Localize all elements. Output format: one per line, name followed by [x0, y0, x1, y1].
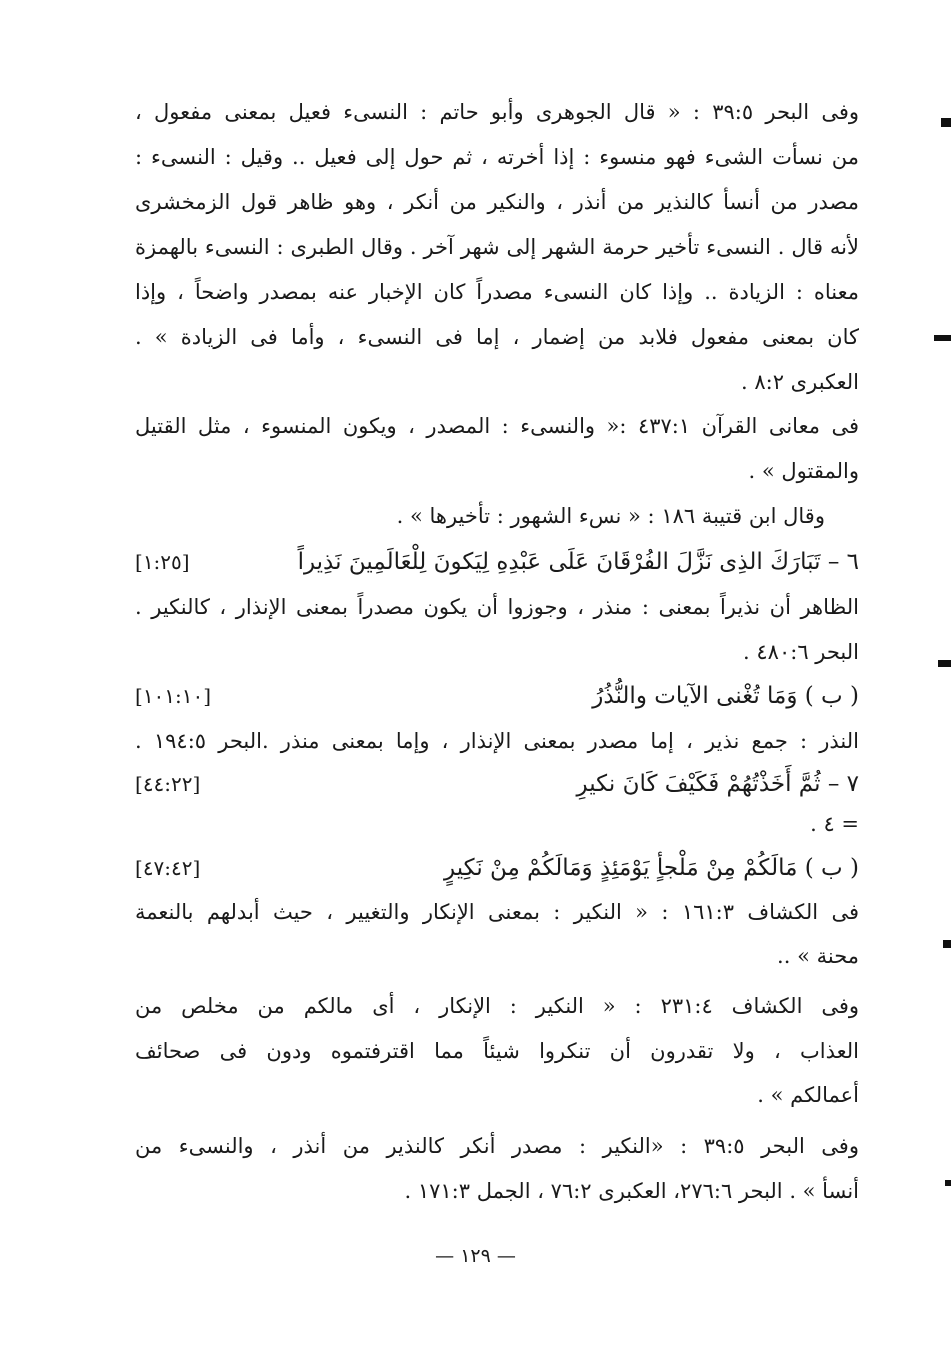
verse-row	[135, 852, 859, 884]
scan-mark	[943, 940, 951, 948]
reference-line: البحر ٤٨٠:٦ .	[743, 640, 859, 664]
paragraph-line: كان بمعنى مفعول فلابد من إضمار ، إما فى النسىء ، وأما فى الزيادة » .	[135, 325, 859, 349]
verse-reference: [٤٧:٤٢]	[135, 856, 201, 880]
reference-line: = ٤ .	[810, 812, 859, 836]
paragraph-line: معناه : الزيادة .. وإذا كان النسىء مصدراً كان الإخبار عنه بمصدر واضحاً ، وإذا	[135, 280, 859, 304]
reference-line: العكبرى ٨:٢ .	[741, 370, 859, 394]
scan-mark	[934, 335, 951, 341]
verse-text: ٦ – تَبَارَكَ الذِى نَزَّلَ الفُرْقَانَ عَلَى عَبْدِهِ لِيَكونَ لِلْعَالَمِينَ نَذِيراً	[297, 549, 859, 575]
verse-text: ( ب ) وَمَا تُغْنى الآيات والنُّذُرُ	[592, 683, 859, 709]
paragraph-line: محنة » ..	[777, 944, 859, 968]
verse-row	[135, 680, 859, 712]
verse-row	[135, 546, 859, 578]
paragraph-line: الظاهر أن نذيراً بمعنى : منذر ، وجوزوا أن يكون مصدراً بمعنى الإنذار ، كالنكير .	[135, 595, 859, 619]
paragraph-line: النذر : جمع نذير ، إما مصدر بمعنى الإنذار ، وإما بمعنى منذر .البحر ١٩٤:٥ .	[135, 729, 859, 753]
verse-reference: [١:٢٥]	[135, 550, 190, 574]
paragraph-line: وقال ابن قتيبة ١٨٦ : « نسء الشهور : تأخيرها » .	[396, 504, 825, 528]
verse-reference: [١٠١:١٠]	[135, 684, 212, 708]
paragraph-line: فى معانى القرآن ٤٣٧:١ :« والنسىء : المصدر ، ويكون المنسوء ، مثل القتيل	[135, 414, 859, 438]
verse-reference: [٤٤:٢٢]	[135, 772, 201, 796]
verse-text: ٧ – ثُمَّ أَخَذْتُهُمْ فَكَيْفَ كَانَ نكيرِ	[576, 771, 859, 797]
paragraph-line: مصدر من أنسأ كالنذير من أنذر ، والنكير من أنكر ، وهو ظاهر قول الزمخشرى	[135, 190, 859, 214]
paragraph-line: وفى البحر ٣٩:٥ : «النكير : مصدر أنكر كالنذير من أنذر ، والنسىء من	[135, 1134, 859, 1158]
paragraph-line: وفى الكشاف ٢٣١:٤ : « النكير : الإنكار ، أى مالكم من مخلص من	[135, 994, 859, 1018]
scan-mark	[938, 660, 951, 667]
scan-mark	[945, 1180, 951, 1186]
paragraph-line: العذاب ، ولا تقدرون أن تنكروا شيئاً مما اقترفتموه ودون فى صحائف	[135, 1039, 859, 1063]
paragraph-line: وفى البحر ٣٩:٥ : « قال الجوهرى وأبو حاتم : النسىء فعيل بمعنى مفعول ،	[135, 100, 859, 124]
paragraph-line: لأنه قال . النسىء تأخير حرمة الشهر إلى شهر آخر . وقال الطبرى : النسىء بالهمزة	[135, 235, 859, 259]
verse-text: ( ب ) مَالَكُمْ مِنْ مَلْجأٍ يَوْمَئِذٍ وَمَالَكُمْ مِنْ نَكِيرٍ	[444, 855, 859, 881]
paragraph-line: أنسأ » . البحر ٢٧٦:٦، العكبرى ٧٦:٢ ، الجمل ١٧١:٣ .	[404, 1179, 859, 1203]
scan-mark	[941, 118, 951, 127]
verse-row	[135, 768, 859, 800]
paragraph-line: من نسأت الشىء فهو منسوء : إذا أخرته ، ثم حول إلى فعيل .. وقيل : النسىء :	[135, 145, 859, 169]
paragraph-line: أعمالكم » .	[757, 1083, 859, 1107]
paragraph-line: فى الكشاف ١٦١:٣ : « النكير : بمعنى الإنكار والتغيير ، حيث أبدلهم بالنعمة	[135, 900, 859, 924]
page-number: — ١٢٩ —	[435, 1245, 516, 1267]
paragraph-line: والمقتول » .	[748, 459, 859, 483]
